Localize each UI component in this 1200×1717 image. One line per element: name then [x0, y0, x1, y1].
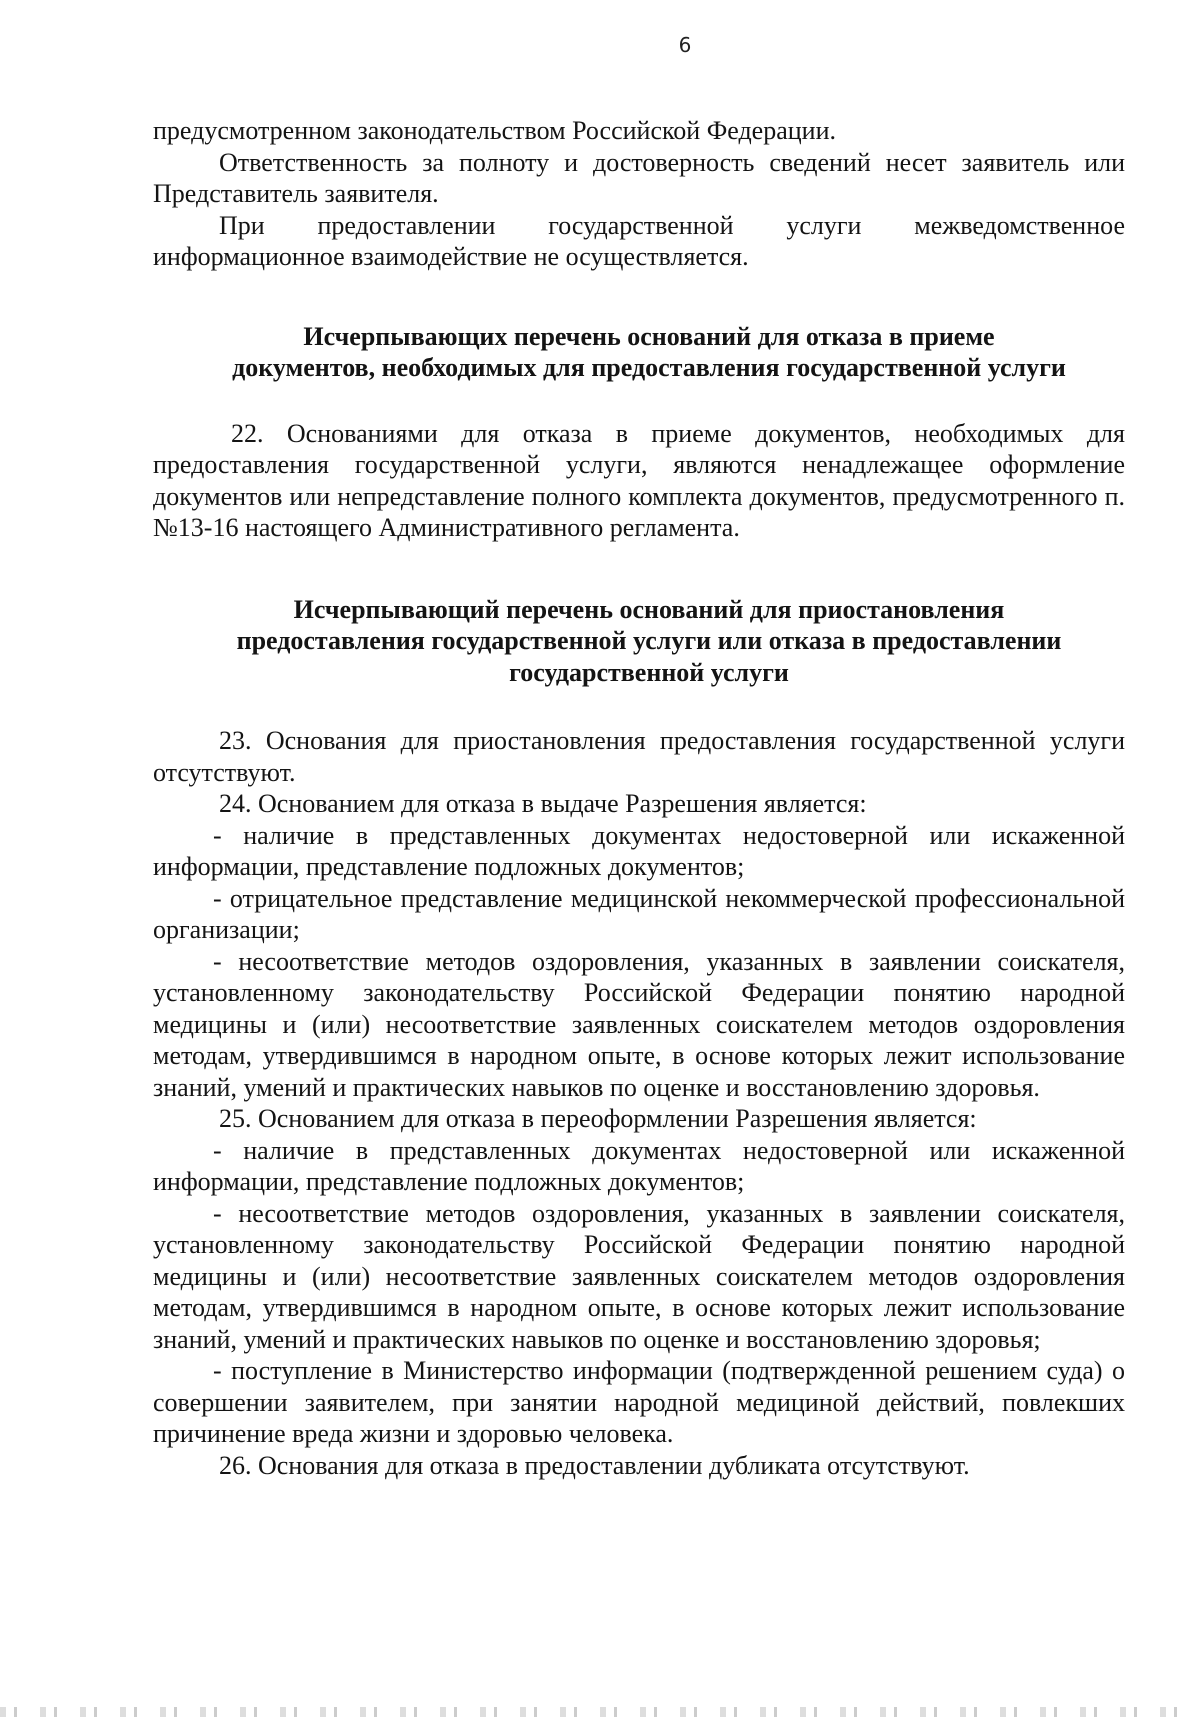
list-item: - наличие в представленных документах недостоверной или искаженной информации, представление подложных документов;	[153, 1135, 1125, 1196]
document-body	[153, 115, 1125, 1481]
heading-line: предоставления государственной услуги или отказа в предоставлении	[236, 626, 1062, 655]
paragraph-responsibility: Ответственность за полноту и достоверность сведений несет заявитель или Представитель заявителя.	[153, 147, 1125, 208]
heading-line: Исчерпывающий перечень оснований для приостановления	[293, 594, 1005, 624]
paragraph-continuation: предусмотренном законодательством Российской Федерации.	[153, 116, 836, 145]
heading-line: Исчерпывающих перечень оснований для отказа в приеме	[303, 321, 995, 351]
heading-line: документов, необходимых для предоставления государственной услуги	[232, 353, 1066, 382]
paragraph-section-26: 26. Основания для отказа в предоставлении дубликата отсутствуют.	[219, 1450, 970, 1480]
list-item: - поступление в Министерство информации (подтвержденной решением суда) о совершении заявителем, при занятии народной медициной действий, повлекших причинение вреда жизни и здоровью человека.	[153, 1356, 1125, 1448]
paragraph-section-22: 22. Основаниями для отказа в приеме документов, необходимых для предоставления государственной услуги, являются ненадлежащее оформление документов или непредставление полного комплекта документов, предусмотренного п. №13-16 настоящего Административного регламента.	[153, 418, 1125, 542]
paragraph-section-23: 23. Основания для приостановления предоставления государственной услуги отсутствуют.	[153, 726, 1125, 787]
page-number: 6	[678, 33, 692, 57]
paragraph-interagency: При предоставлении государственной услуги межведомственное информационное взаимодействие не осуществляется.	[153, 210, 1125, 271]
paragraph-section-25-title: 25. Основанием для отказа в переоформлении Разрешения является:	[219, 1104, 977, 1133]
section-heading-refusal-documents	[153, 321, 1125, 384]
list-item: - несоответствие методов оздоровления, указанных в заявлении соискателя, установленному законодательству Российской Федерации понятию народной медицины и (или) несоответствие заявленных соискателем методов оздоровления методам, утвердившимся в народном опыте, в основе которых лежит использование знаний, умений и практических навыков по оценке и восстановлению здоровья;	[153, 1198, 1125, 1354]
list-item: - наличие в представленных документах недостоверной или искаженной информации, представление подложных документов;	[153, 820, 1125, 881]
list-item: - несоответствие методов оздоровления, указанных в заявлении соискателя, установленному законодательству Российской Федерации понятию народной медицины и (или) несоответствие заявленных соискателем методов оздоровления методам, утвердившимся в народном опыте, в основе которых лежит использование знаний, умений и практических навыков по оценке и восстановлению здоровья.	[153, 946, 1125, 1102]
heading-line: государственной услуги	[509, 657, 789, 687]
list-item: - отрицательное представление медицинской некоммерческой профессиональной организации;	[153, 883, 1125, 944]
section-heading-suspension	[153, 594, 1125, 689]
scan-edge-artifact	[0, 1707, 1200, 1717]
paragraph-section-24-title: 24. Основанием для отказа в выдаче Разрешения является:	[219, 789, 867, 818]
